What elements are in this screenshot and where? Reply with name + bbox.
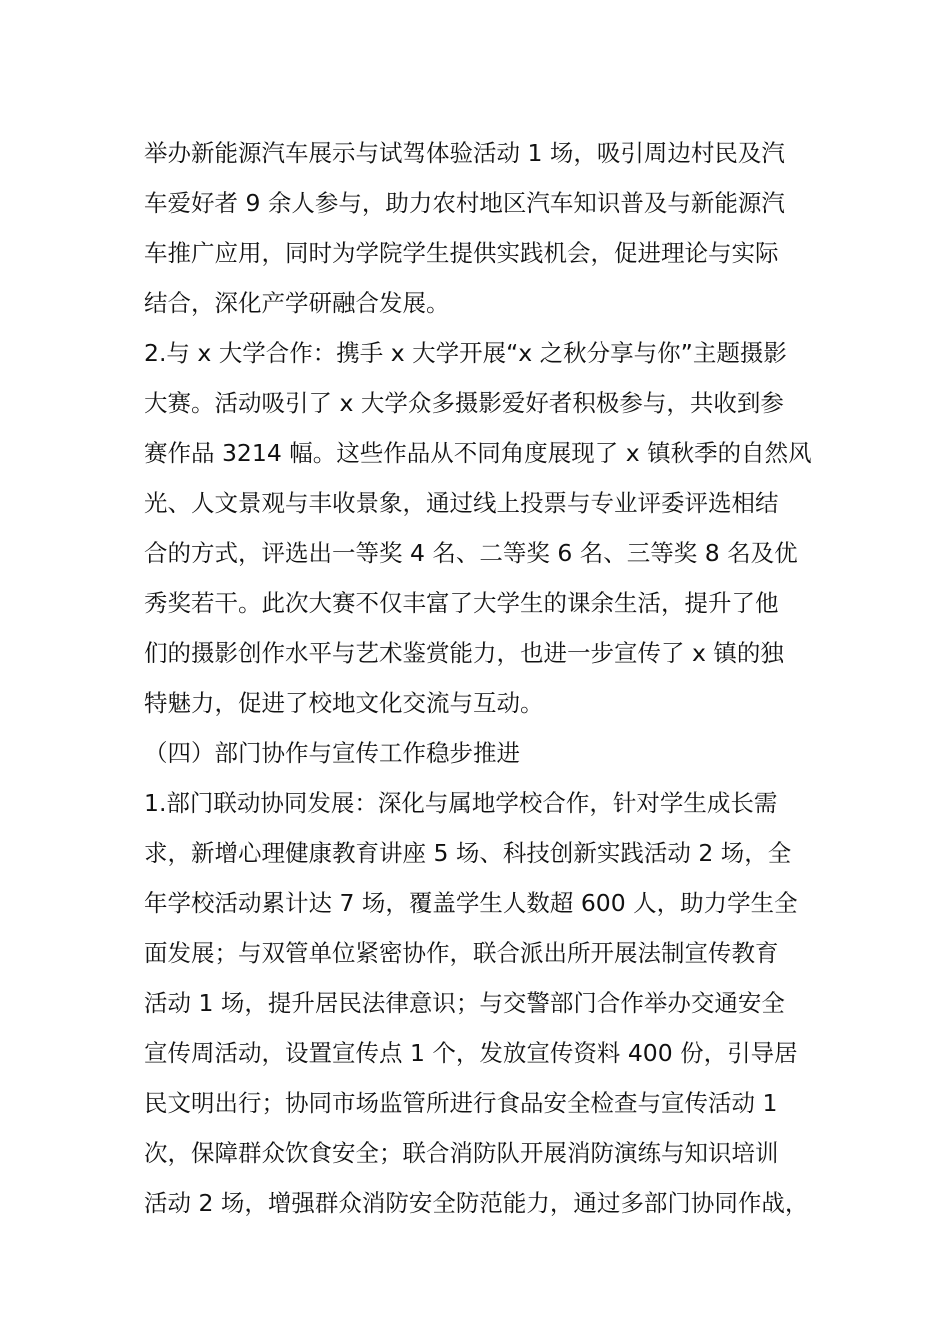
text-line: 合的方式，评选出一等奖 4 名、二等奖 6 名、三等奖 8 名及优 bbox=[144, 539, 798, 567]
section-heading: （四）部门协作与宣传工作稳步推进 bbox=[144, 739, 520, 767]
text-line: 车爱好者 9 余人参与，助力农村地区汽车知识普及与新能源汽 bbox=[144, 189, 785, 217]
text-line: 赛作品 3214 幅。这些作品从不同角度展现了 x 镇秋季的自然风 bbox=[144, 439, 812, 467]
text-line: 面发展；与双管单位紧密协作，联合派出所开展法制宣传教育 bbox=[144, 939, 779, 967]
text-line: 特魅力，促进了校地文化交流与互动。 bbox=[144, 689, 544, 717]
text-line: 民文明出行；协同市场监管所进行食品安全检查与宣传活动 1 bbox=[144, 1089, 778, 1117]
text-line: 结合，深化产学研融合发展。 bbox=[144, 289, 450, 317]
text-line: 活动 1 场，提升居民法律意识；与交警部门合作举办交通安全 bbox=[144, 989, 785, 1017]
text-line: 次，保障群众饮食安全；联合消防队开展消防演练与知识培训 bbox=[144, 1139, 779, 1167]
text-line: 1.部门联动协同发展：深化与属地学校合作，针对学生成长需 bbox=[144, 789, 778, 817]
text-line: 年学校活动累计达 7 场，覆盖学生人数超 600 人，助力学生全 bbox=[144, 889, 798, 917]
text-line: 车推广应用，同时为学院学生提供实践机会，促进理论与实际 bbox=[144, 239, 779, 267]
text-line: 秀奖若干。此次大赛不仅丰富了大学生的课余生活，提升了他 bbox=[144, 589, 779, 617]
text-line: 们的摄影创作水平与艺术鉴赏能力，也进一步宣传了 x 镇的独 bbox=[144, 639, 784, 667]
text-line: 光、人文景观与丰收景象，通过线上投票与专业评委评选相结 bbox=[144, 489, 779, 517]
text-line: 活动 2 场，增强群众消防安全防范能力，通过多部门协同作战， bbox=[144, 1189, 809, 1217]
text-line: 宣传周活动，设置宣传点 1 个，发放宣传资料 400 份，引导居 bbox=[144, 1039, 798, 1067]
text-line: 大赛。活动吸引了 x 大学众多摄影爱好者积极参与，共收到参 bbox=[144, 389, 784, 417]
text-line: 举办新能源汽车展示与试驾体验活动 1 场，吸引周边村民及汽 bbox=[144, 139, 785, 167]
text-line: 2.与 x 大学合作：携手 x 大学开展“x 之秋分享与你”主题摄影 bbox=[144, 339, 787, 367]
text-line: 求，新增心理健康教育讲座 5 场、科技创新实践活动 2 场，全 bbox=[144, 839, 792, 867]
document-body bbox=[144, 128, 824, 1228]
